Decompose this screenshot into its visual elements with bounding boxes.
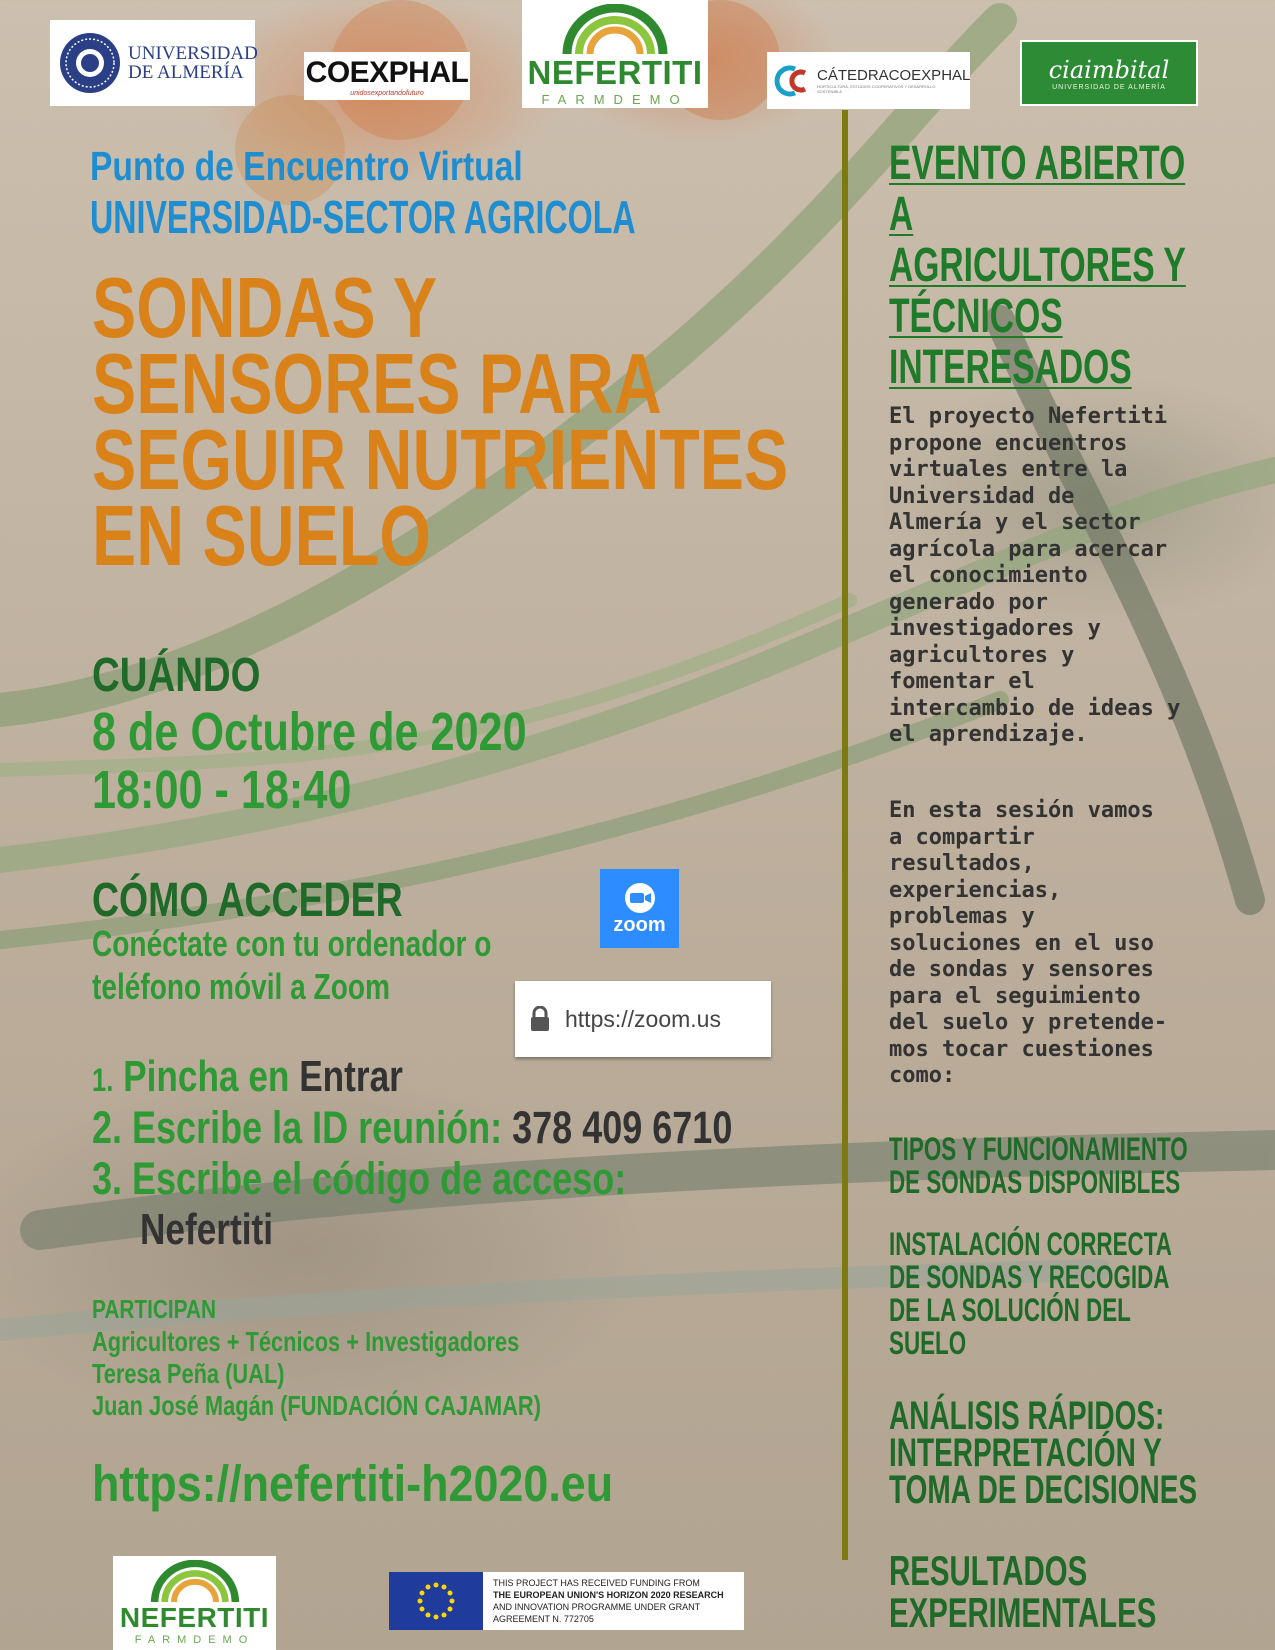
farmdemo-wordmark: FARMDEMO bbox=[541, 92, 689, 107]
intro-line-12: intercambio de ideas y bbox=[889, 695, 1181, 721]
title-line2: SENSORES PARA bbox=[92, 337, 662, 432]
topic-1 bbox=[889, 1133, 1275, 1199]
topic3-line-1: ANÁLISIS RÁPIDOS: bbox=[889, 1394, 1165, 1438]
intro-line-3: virtuales entre la bbox=[889, 457, 1128, 482]
intro-line-2: propone encuentros bbox=[889, 430, 1128, 456]
ual-name-line2: DE ALMERÍA bbox=[128, 62, 244, 83]
intro-line-7: el conocimiento bbox=[889, 563, 1088, 588]
intro-line-9: investigadores y bbox=[889, 616, 1101, 641]
step-1-number: 1. bbox=[92, 1062, 114, 1098]
catedra-coexphal-logo bbox=[767, 52, 970, 109]
step-3: 3. Escribe el código de acceso: bbox=[92, 1153, 627, 1204]
step-2-text: 2. Escribe la ID reunión: bbox=[92, 1102, 513, 1153]
intro-line-11: fomentar el bbox=[889, 669, 1035, 694]
nefertiti-logo-top bbox=[522, 0, 708, 108]
eu-flag-icon bbox=[389, 1572, 483, 1630]
intro-line-6: agrícola para acercar bbox=[889, 536, 1168, 562]
intro-line-4: Universidad de bbox=[889, 483, 1075, 509]
lock-icon bbox=[529, 1006, 551, 1032]
intro-line-8: generado por bbox=[889, 589, 1048, 615]
zoom-camera-icon bbox=[620, 882, 660, 914]
step-1-text: Pincha en bbox=[123, 1052, 300, 1101]
session-line-8: para el seguimiento bbox=[889, 983, 1141, 1009]
step-1-value: Entrar bbox=[299, 1052, 403, 1101]
catedra-wordmark: CÁTEDRACOEXPHAL bbox=[817, 67, 971, 84]
when-heading: CUÁNDO bbox=[92, 649, 261, 702]
meeting-id: 378 409 6710 bbox=[512, 1102, 733, 1153]
catedra-cc-icon bbox=[773, 61, 813, 101]
ual-seal-icon bbox=[58, 31, 122, 95]
topic1-line-2: DE SONDAS DISPONIBLES bbox=[889, 1164, 1181, 1200]
topic4-line-1: RESULTADOS bbox=[889, 1547, 1088, 1594]
coexphal-wordmark: COEXPHAL bbox=[305, 55, 469, 89]
right-heading-line-2: A bbox=[889, 188, 914, 241]
participants-line3: Juan José Magán (FUNDACIÓN CAJAMAR) bbox=[92, 1390, 541, 1421]
coexphal-logo bbox=[304, 52, 470, 100]
session-paragraph bbox=[889, 798, 1167, 1090]
intro-line-10: agricultores y bbox=[889, 642, 1075, 668]
topic2-line-1: INSTALACIÓN CORRECTA bbox=[889, 1226, 1172, 1262]
topic-3 bbox=[889, 1394, 1275, 1512]
nefertiti-wordmark: NEFERTITI bbox=[527, 54, 703, 91]
topic4-line-2: EXPERIMENTALES bbox=[889, 1589, 1157, 1636]
session-line-11: como: bbox=[889, 1063, 956, 1088]
session-line-4: experiencias, bbox=[889, 877, 1062, 903]
ual-logo bbox=[50, 20, 258, 106]
farmdemo-wordmark-bottom: FARMDEMO bbox=[134, 1634, 255, 1646]
access-line2: teléfono móvil a Zoom bbox=[92, 966, 390, 1007]
topic3-line-2: INTERPRETACIÓN Y bbox=[889, 1431, 1162, 1475]
zoom-url-bar[interactable] bbox=[515, 981, 771, 1057]
topic2-line-4: SUELO bbox=[889, 1325, 967, 1361]
catedra-subtitle: HORTICULTURA, ESTUDIOS COOPERATIVOS Y DESARROLLO SOSTENIBLE bbox=[817, 84, 936, 94]
right-heading-line-1: EVENTO ABIERTO bbox=[889, 137, 1186, 190]
rainbow-icon-bottom bbox=[149, 1560, 241, 1602]
session-line-9: del suelo y pretende- bbox=[889, 1010, 1168, 1035]
topic2-line-2: DE SONDAS Y RECOGIDA bbox=[889, 1259, 1170, 1295]
title-line4: EN SUELO bbox=[92, 489, 431, 584]
header-line1: Punto de Encuentro Virtual bbox=[90, 143, 523, 189]
eu-line3: AND INNOVATION PROGRAMME UNDER GRANT bbox=[493, 1602, 701, 1612]
session-line-7: de sondas y sensores bbox=[889, 957, 1154, 982]
title-line1: SONDAS Y bbox=[92, 261, 438, 356]
title-line3: SEGUIR NUTRIENTES bbox=[92, 413, 789, 508]
access-line1: Conéctate con tu ordenador o bbox=[92, 923, 492, 964]
session-line-3: resultados, bbox=[889, 851, 1035, 876]
topic-2 bbox=[889, 1228, 1275, 1360]
zoom-url-text: https://zoom.us bbox=[565, 1005, 721, 1032]
website-link[interactable]: https://nefertiti-h2020.eu bbox=[92, 1455, 614, 1512]
session-line-5: problemas y bbox=[889, 904, 1035, 929]
topic-4 bbox=[889, 1547, 1271, 1636]
participants-heading: PARTICIPAN bbox=[92, 1294, 217, 1324]
eu-line4: AGREEMENT N. 772705 bbox=[493, 1614, 594, 1624]
participants-line1: Agricultores + Técnicos + Investigadores bbox=[92, 1326, 520, 1357]
zoom-logo bbox=[600, 869, 679, 948]
eu-funding-notice bbox=[389, 1572, 744, 1630]
event-time: 18:00 - 18:40 bbox=[92, 760, 352, 820]
topic2-line-3: DE LA SOLUCIÓN DEL bbox=[889, 1292, 1131, 1328]
right-heading-line-3: AGRICULTORES Y bbox=[889, 239, 1186, 292]
right-heading-line-5: INTERESADOS bbox=[889, 341, 1132, 394]
ciaimbital-subtitle: UNIVERSIDAD DE ALMERÍA bbox=[1052, 83, 1166, 91]
eu-line1: THIS PROJECT HAS RECEIVED FUNDING FROM bbox=[493, 1578, 700, 1588]
topic1-line-1: TIPOS Y FUNCIONAMIENTO bbox=[889, 1131, 1188, 1167]
intro-line-1: El proyecto Nefertiti bbox=[889, 404, 1168, 429]
session-line-6: soluciones en el uso bbox=[889, 930, 1154, 956]
step-2 bbox=[92, 1102, 733, 1153]
session-line-1: En esta sesión vamos bbox=[889, 798, 1154, 823]
nefertiti-logo-bottom bbox=[113, 1556, 276, 1650]
intro-line-5: Almería y el sector bbox=[889, 510, 1141, 535]
access-code: Nefertiti bbox=[140, 1205, 273, 1254]
step-1 bbox=[92, 1052, 403, 1102]
ual-name-line1: UNIVERSIDAD bbox=[128, 43, 258, 64]
topic3-line-3: TOMA DE DECISIONES bbox=[889, 1468, 1198, 1512]
column-divider bbox=[842, 110, 848, 1560]
coexphal-tagline: unidosexportandofuturo bbox=[350, 89, 424, 97]
eu-line2: THE EUROPEAN UNION'S HORIZON 2020 RESEARCH bbox=[493, 1590, 724, 1600]
rainbow-icon bbox=[561, 4, 669, 54]
participants-line2: Teresa Peña (UAL) bbox=[92, 1358, 285, 1389]
access-heading: CÓMO ACCEDER bbox=[92, 874, 403, 927]
header-line2: UNIVERSIDAD-SECTOR AGRICOLA bbox=[90, 191, 636, 243]
nefertiti-wordmark-bottom: NEFERTITI bbox=[119, 1602, 270, 1633]
event-date: 8 de Octubre de 2020 bbox=[92, 702, 527, 762]
intro-paragraph bbox=[889, 404, 1180, 749]
right-heading-line-4: TÉCNICOS bbox=[889, 290, 1063, 343]
ciaimbital-wordmark: ciaimbital bbox=[1048, 55, 1170, 84]
ciaimbital-logo bbox=[1020, 40, 1198, 106]
intro-line-13: el aprendizaje. bbox=[889, 722, 1088, 747]
zoom-label: zoom bbox=[613, 913, 666, 936]
session-line-2: a compartir bbox=[889, 824, 1035, 850]
session-line-10: mos tocar cuestiones bbox=[889, 1036, 1154, 1062]
right-heading bbox=[889, 138, 1275, 393]
